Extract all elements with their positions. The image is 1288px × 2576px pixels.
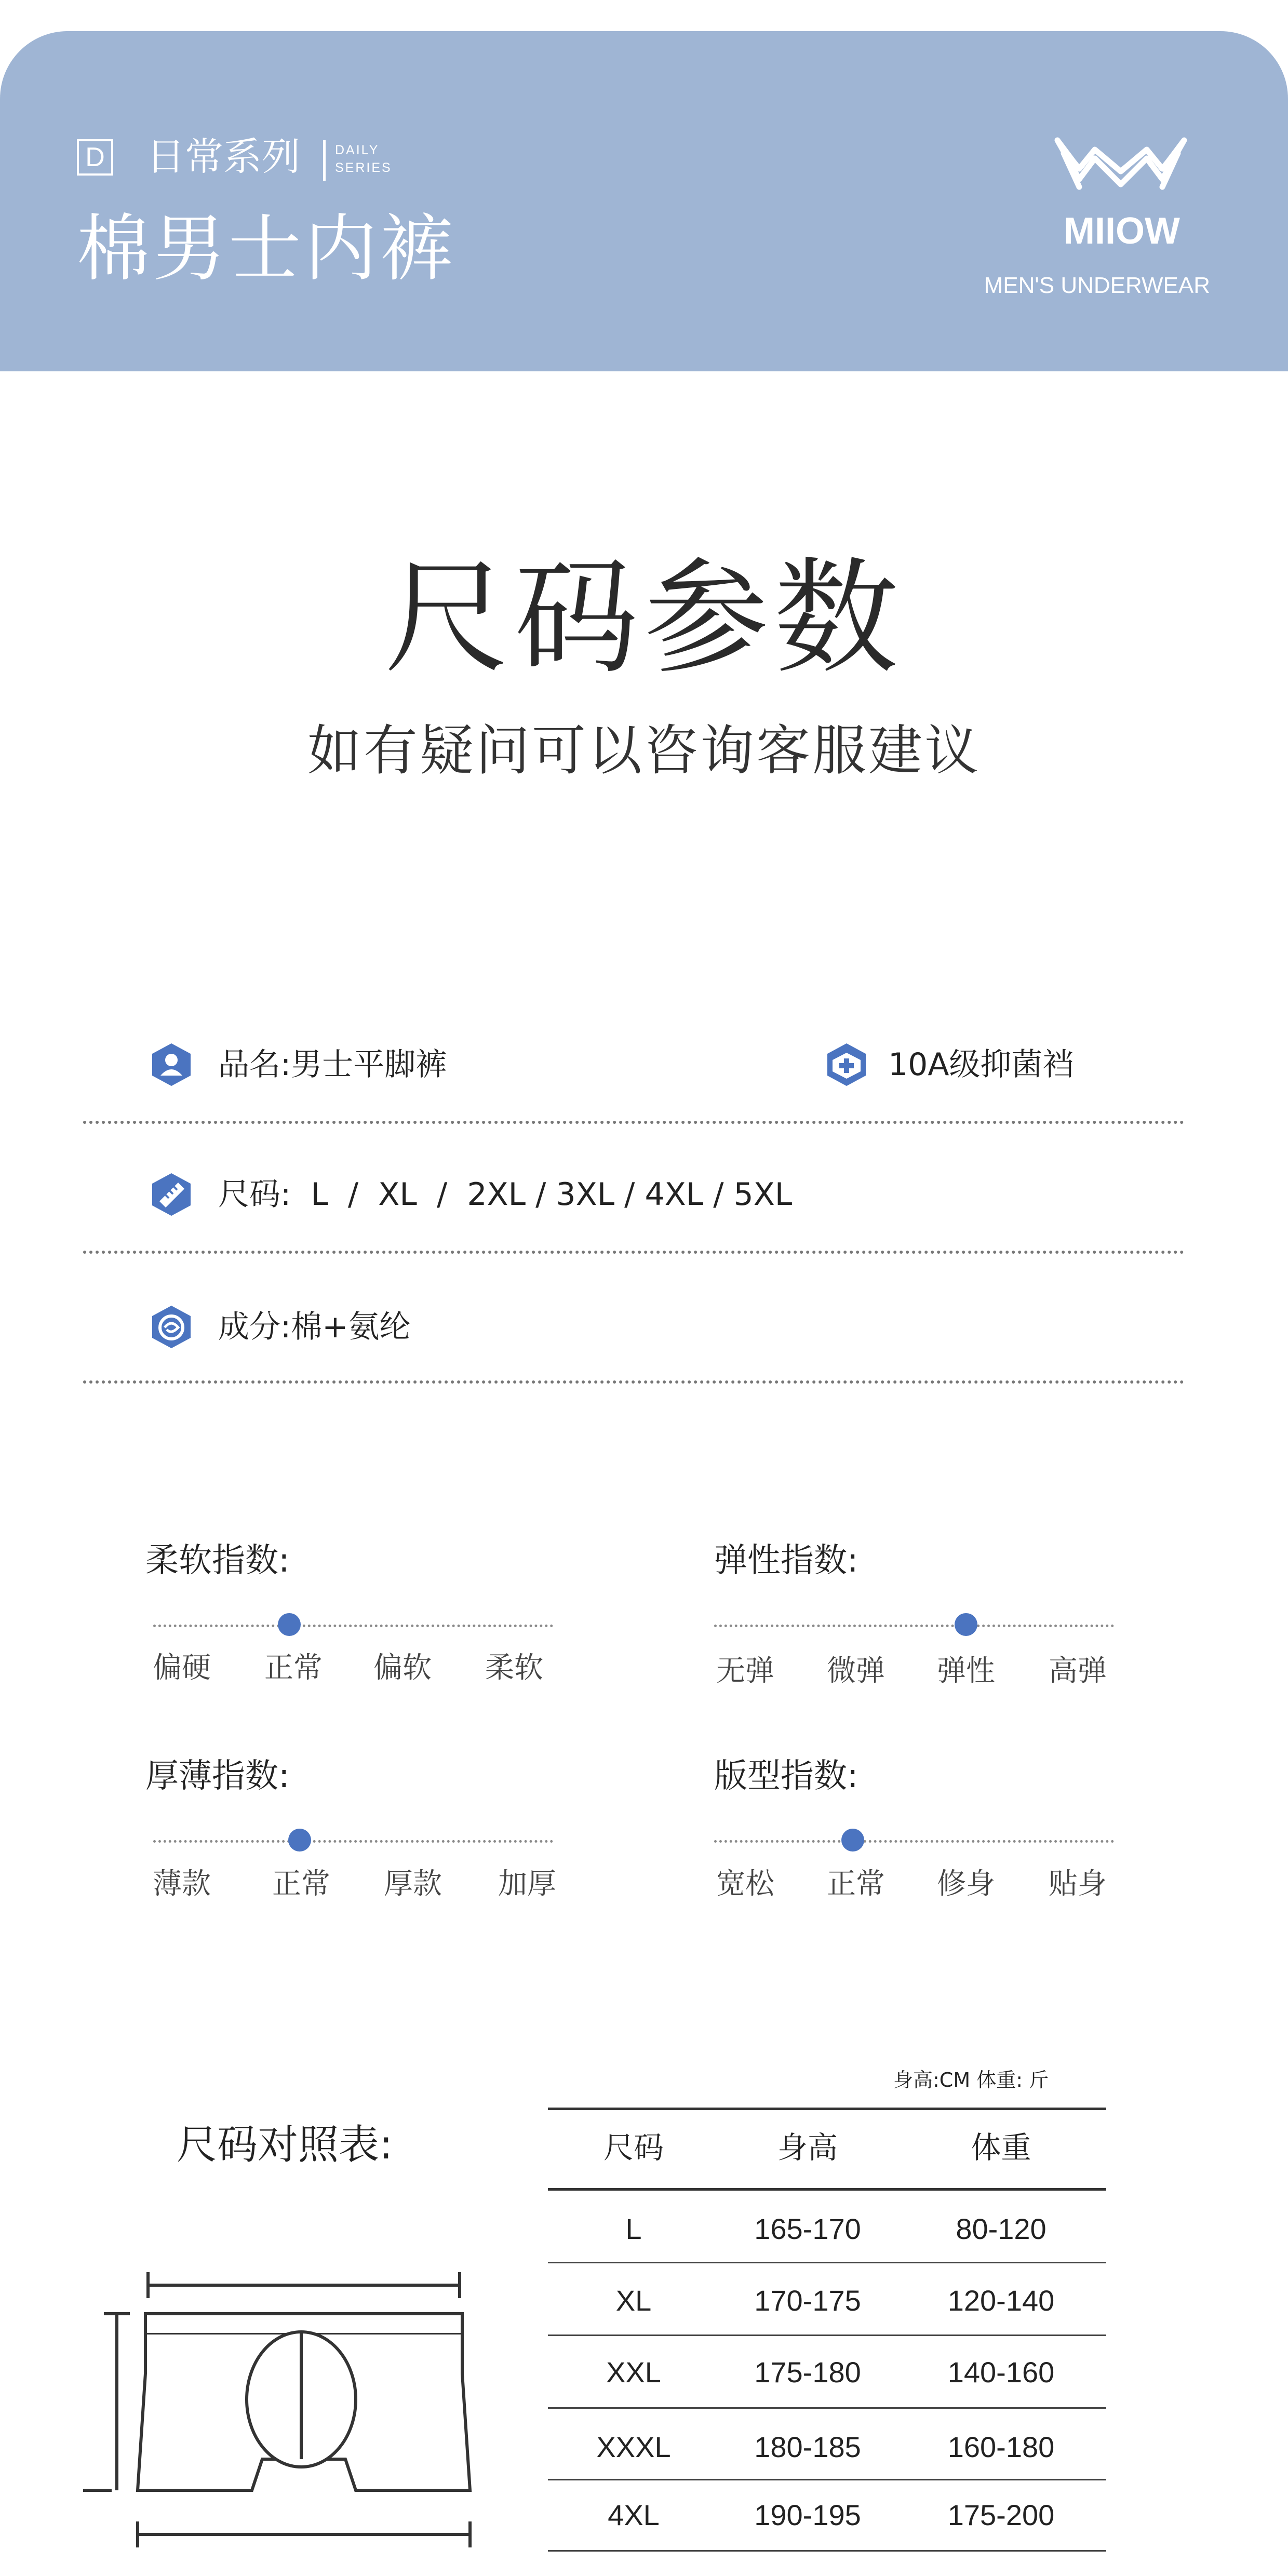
table-cell: 80-120 [956,2212,1046,2245]
fit-index-marker [841,1829,864,1852]
page-title: 尺码参数 [384,545,904,691]
softness-index-marker [278,1613,301,1636]
table-header-height: 身高 [777,2130,838,2165]
cross-shield-icon [823,1041,870,1088]
table-cell: XL [615,2284,652,2317]
elasticity-label-2: 微弹 [827,1654,885,1688]
table-cell: XXXL [596,2431,671,2463]
series-english-line-1: DAILY [335,143,380,157]
table-cell: 160-180 [947,2431,1055,2463]
table-row-rule [548,2550,1106,2552]
table-cell: 140-160 [947,2356,1055,2389]
table-header-rule [548,2188,1106,2191]
softness-label-2: 正常 [264,1651,323,1685]
table-cell: XXL [606,2356,661,2389]
softness-label-3: 偏软 [373,1651,432,1685]
table-cell: 175-200 [947,2499,1055,2531]
softness-label-4: 柔软 [485,1651,543,1685]
series-english [335,141,392,177]
elasticity-label-3: 弹性 [937,1654,995,1688]
spec-divider-1 [83,1121,1184,1124]
table-cell: 165-170 [754,2212,861,2245]
table-row-rule [548,2262,1106,2263]
thickness-index-marker [288,1829,311,1852]
spec-feature: 10A级抑菌裆 [888,1046,1074,1083]
spec-product-name: 品名:男士平脚裤 [218,1046,447,1083]
table-cell: 120-140 [947,2284,1055,2317]
fit-index-track [714,1840,1114,1843]
fit-label-2: 正常 [827,1867,885,1901]
spec-divider-2 [83,1251,1184,1254]
series-letter-badge: D [77,139,113,176]
series-name: 日常系列 [146,135,300,179]
fit-index-title: 版型指数: [714,1757,858,1795]
user-shield-icon [148,1041,195,1088]
thickness-index-title: 厚薄指数: [145,1757,290,1795]
cat-ears-logo-icon [1048,130,1193,208]
spec-sizes: 尺码: L / XL / 2XL / 3XL / 4XL / 5XL [218,1176,793,1213]
thickness-label-2: 正常 [272,1867,330,1901]
fit-label-1: 宽松 [716,1867,774,1901]
table-header-size: 尺码 [603,2130,664,2165]
table-cell: 175-180 [754,2356,861,2389]
product-title: 棉男士内裤 [77,207,457,291]
series-english-line-2: SERIES [335,160,392,175]
thickness-index-track [153,1840,553,1843]
size-chart-title: 尺码对照表: [177,2122,393,2168]
softness-label-1: 偏硬 [153,1651,211,1685]
elasticity-index-title: 弹性指数: [714,1541,858,1580]
softness-index-title: 柔软指数: [145,1541,290,1580]
elasticity-index-track [714,1625,1114,1627]
elasticity-label-1: 无弹 [716,1654,774,1688]
thickness-label-1: 薄款 [153,1867,211,1901]
table-header-weight: 体重 [971,2130,1031,2165]
fit-label-3: 修身 [937,1867,995,1901]
brand-name: MIIOW [1064,210,1180,252]
fit-label-4: 贴身 [1049,1867,1107,1901]
table-top-rule [548,2108,1106,2110]
table-cell: 180-185 [754,2431,861,2463]
spec-divider-3 [83,1380,1184,1384]
page-subtitle: 如有疑问可以咨询客服建议 [307,719,981,782]
table-row-rule [548,2479,1106,2480]
spec-material: 成分:棉+氨纶 [218,1309,411,1345]
thickness-label-4: 加厚 [498,1867,556,1901]
series-divider [323,140,326,181]
size-chart-unit-note: 身高:CM 体重: 斤 [893,2069,1049,2091]
table-row-rule [548,2407,1106,2409]
table-cell: 190-195 [754,2499,861,2531]
elasticity-label-4: 高弹 [1049,1654,1107,1688]
brand-subtitle: MEN'S UNDERWEAR [984,273,1210,298]
ruler-tag-icon [148,1171,195,1218]
table-cell: L [625,2212,642,2245]
table-row-rule [548,2334,1106,2336]
elasticity-index-marker [955,1613,977,1636]
underwear-measurement-diagram [73,2244,499,2576]
softness-index-track [153,1625,553,1627]
thickness-label-3: 厚款 [384,1867,442,1901]
table-cell: 4XL [608,2499,660,2531]
fabric-swirl-icon [148,1304,195,1350]
table-cell: 170-175 [754,2284,861,2317]
